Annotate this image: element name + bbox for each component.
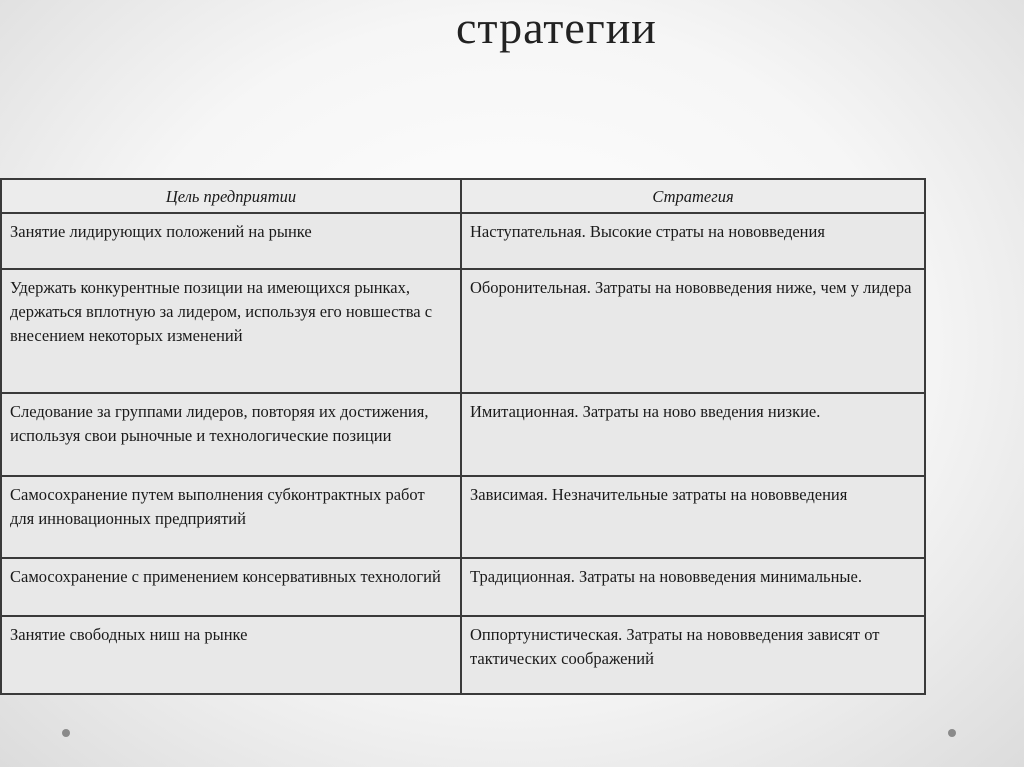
table-row (1, 269, 925, 393)
table-row (1, 558, 925, 616)
header-strategy: Стратегия (461, 179, 925, 213)
table-row (1, 476, 925, 558)
strategy-cell: Зависимая. Незначительные затраты на нововведения (461, 476, 925, 558)
goal-cell: Занятие свободных ниш на рынке (1, 616, 461, 694)
table-row (1, 393, 925, 476)
table-row (1, 213, 925, 269)
strategy-cell: Оборонительная. Затраты на нововведения ниже, чем у лидера (461, 269, 925, 393)
goal-cell: Занятие лидирующих положений на рынке (1, 213, 461, 269)
strategy-cell: Традиционная. Затраты на нововведения минимальные. (461, 558, 925, 616)
goal-cell: Самосохранение с применением консервативных технологий (1, 558, 461, 616)
slide-dot-left (62, 729, 70, 737)
goal-cell: Удержать конкурентные позиции на имеющихся рынках, держаться вплотную за лидером, используя его новшества с внесением некоторых изменений (1, 269, 461, 393)
goal-cell: Самосохранение путем выполнения субконтрактных работ для инновационных предприятий (1, 476, 461, 558)
table-header-row (1, 179, 925, 213)
slide-title: стратегии (456, 2, 657, 53)
table-row (1, 616, 925, 694)
strategy-cell: Имитационная. Затраты на ново введения низкие. (461, 393, 925, 476)
slide-dot-right (948, 729, 956, 737)
goal-cell: Следование за группами лидеров, повторяя их достижения, используя свои рыночные и технологические позиции (1, 393, 461, 476)
header-goal: Цель предприятии (1, 179, 461, 213)
strategy-cell: Наступательная. Высокие страты на нововведения (461, 213, 925, 269)
strategy-table (0, 178, 926, 695)
strategy-cell: Оппортунистическая. Затраты на нововведения зависят от тактических соображений (461, 616, 925, 694)
